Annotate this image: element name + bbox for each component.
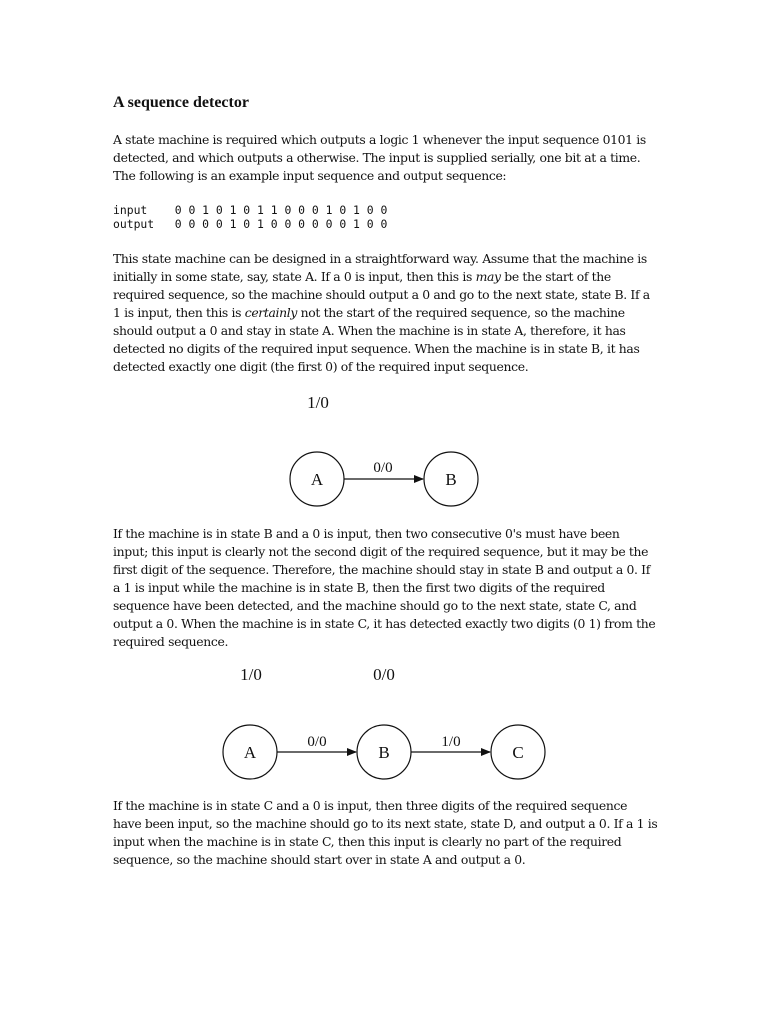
self-loop-label-a: 1/0 (240, 665, 262, 684)
paragraph-state-a-text-3: not the start of the required sequence, so the machine should output a 0 and stay in state A. When the machine is in state A, therefore, it has detected no digits of the required input sequence. When the machine is in state B, it has detected exactly one digit (the first 0) of the required input sequence. (113, 305, 640, 374)
paragraph-state-a-text-2: be the start of the required sequence, so the machine should output a 0 and go to the next state, state B. If a 1 is input, then this is (113, 269, 650, 320)
state-diagram-ab (0, 385, 768, 520)
paragraph-state-a-text-1: This state machine can be designed in a straightforward way. Assume that the machine is initially in some state, say, state A. If a 0 is input, then this is (113, 251, 647, 284)
state-label-b: B (445, 470, 457, 489)
state-label-b: B (378, 743, 390, 762)
paragraph-intro: A state machine is required which outputs a logic 1 whenever the input sequence 0101 is detected, and which outputs a otherwise. The input is supplied serially, one bit at a time. The following is an example input sequence and output sequence: (113, 132, 646, 183)
self-loop-label-a: 1/0 (307, 393, 329, 412)
state-label-a: A (310, 470, 324, 489)
document-title: A sequence detector (113, 94, 249, 111)
sequence-block (113, 203, 387, 231)
emphasis-certainly: certainly (244, 305, 298, 320)
input-bits: 0 0 1 0 1 0 1 1 0 0 0 1 0 1 0 0 (174, 203, 388, 217)
state-label-c: C (512, 743, 524, 762)
emphasis-may: may (475, 269, 501, 284)
transition-label-ab: 0/0 (307, 734, 327, 750)
paragraph-state-a (113, 250, 658, 376)
output-bits: 0 0 0 0 1 0 1 0 0 0 0 0 0 1 0 0 (174, 217, 388, 231)
state-label-a: A (243, 743, 257, 762)
output-label: output (113, 217, 155, 231)
paragraph-state-c: If the machine is in state C and a 0 is input, then three digits of the required sequence have been input, so the machine should go to its next state, state D, and output a 0. If a 1 is input when the machine is in state C, then this input is clearly no part of the required sequence, so the machine should start over in state A and output a 0. (113, 798, 658, 867)
input-label: input (113, 203, 148, 217)
transition-label-bc: 1/0 (441, 734, 461, 750)
transition-label-ab: 0/0 (373, 460, 393, 476)
state-diagram-abc (0, 660, 768, 790)
paragraph-state-b: If the machine is in state B and a 0 is input, then two consecutive 0's must have been input; this input is clearly not the second digit of the required sequence, but it may be the first digit of the sequence. Therefore, the machine should stay in state B and output a 0. If a 1 is input while the machine is in state B, then the first two digits of the required sequence have been detected, and the machine should go to the next state, state C, and output a 0. When the machine is in state C, it has detected exactly two digits (0 1) from the required sequence. (113, 526, 656, 649)
self-loop-label-b: 0/0 (373, 665, 395, 684)
